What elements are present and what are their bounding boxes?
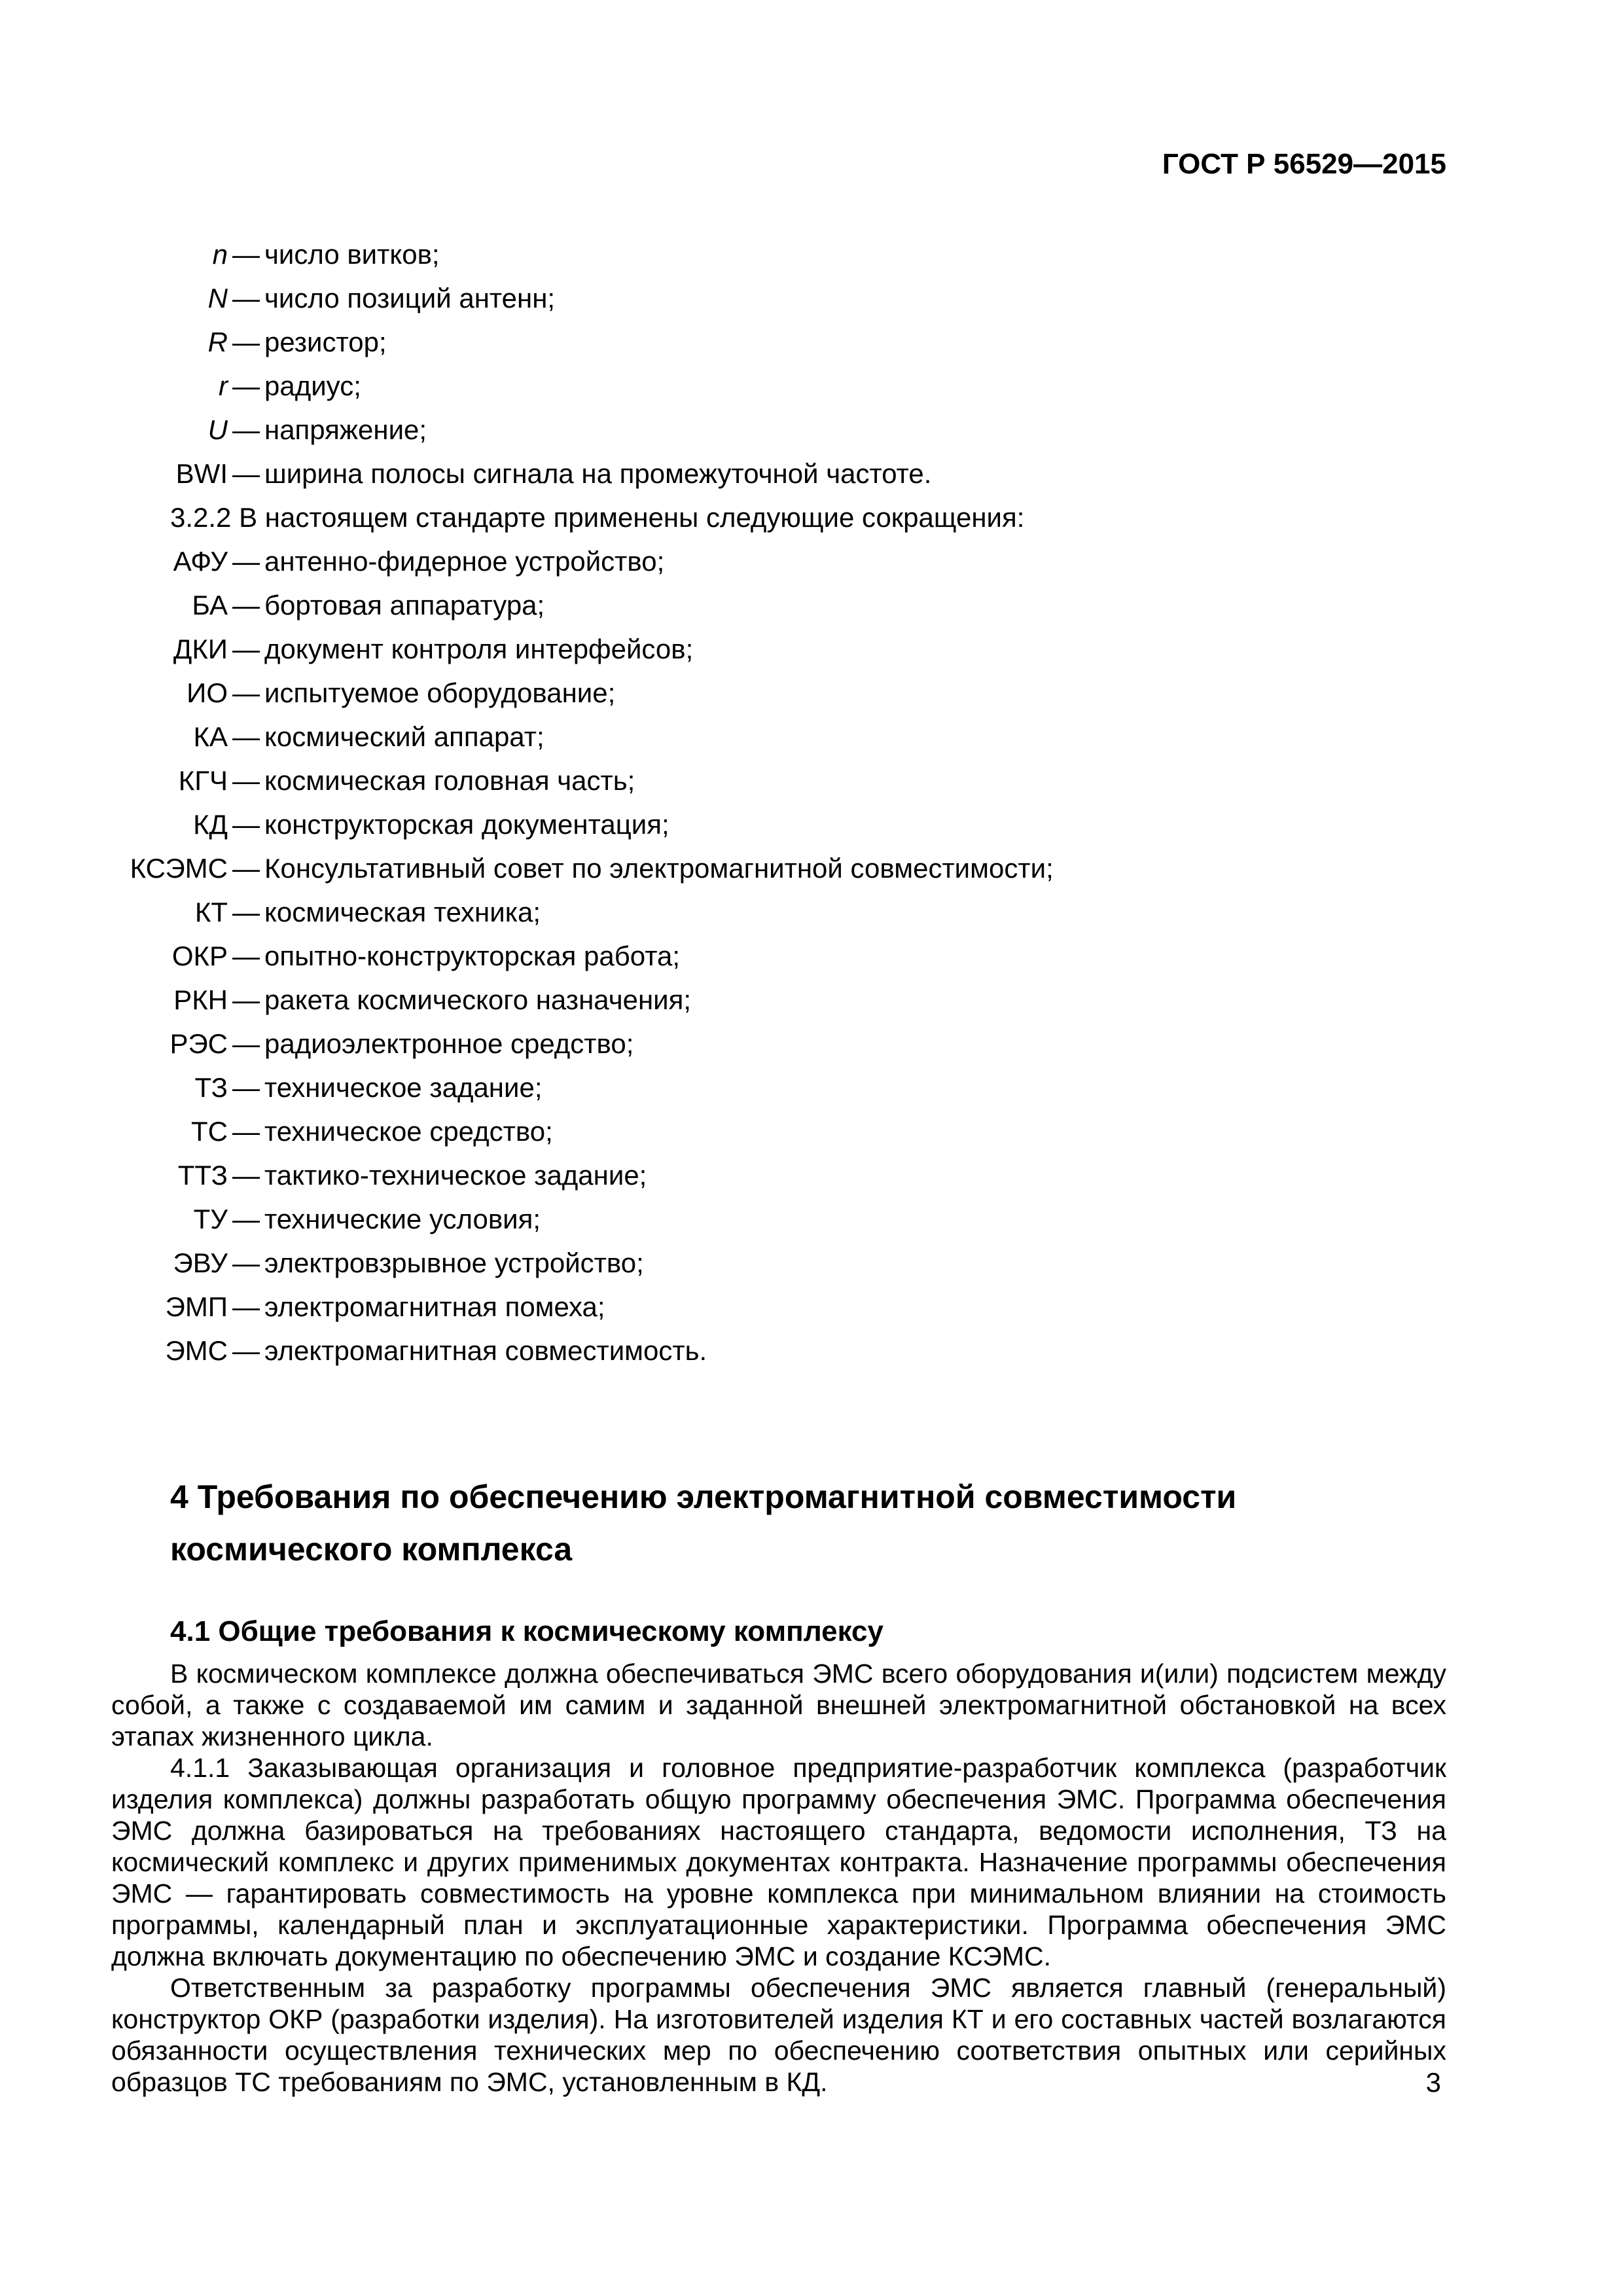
symbol-row	[111, 364, 1446, 408]
em-dash: —	[232, 1247, 260, 1278]
em-dash: —	[232, 1335, 260, 1366]
abbreviation-row	[111, 1109, 1446, 1153]
em-dash: —	[232, 765, 260, 796]
em-dash: —	[232, 414, 260, 445]
abbreviation-row	[111, 890, 1446, 934]
clause-3-2-2: 3.2.2 В настоящем стандарте применены следующие сокращения:	[170, 502, 1025, 533]
abbreviation-row	[111, 1197, 1446, 1241]
abbreviation-definition: космическая техника;	[264, 897, 541, 927]
symbol-definition: радиус;	[264, 370, 361, 401]
abbreviation-row	[111, 583, 1446, 627]
em-dash: —	[232, 458, 260, 489]
em-dash: —	[232, 897, 260, 927]
abbreviation-definition: испытуемое оборудование;	[264, 677, 616, 708]
abbreviation-definition: Консультативный совет по электромагнитной совместимости;	[264, 853, 1054, 884]
em-dash: —	[232, 1028, 260, 1059]
em-dash: —	[232, 1291, 260, 1322]
abbreviation-definition: ракета космического назначения;	[264, 984, 692, 1015]
abbreviation-row	[111, 1285, 1446, 1329]
abbreviation-definition: радиоэлектронное средство;	[264, 1028, 634, 1059]
em-dash: —	[232, 590, 260, 620]
abbreviation-row	[111, 1329, 1446, 1372]
abbreviation-term: КА	[193, 721, 228, 752]
em-dash: —	[232, 327, 260, 357]
abbreviation-term: АФУ	[173, 546, 228, 577]
symbol-term: BWI	[175, 458, 228, 489]
em-dash: —	[232, 984, 260, 1015]
abbreviation-definition: тактико-техническое задание;	[264, 1160, 647, 1191]
symbol-row	[111, 452, 1446, 495]
page-number: 3	[1425, 2067, 1441, 2098]
abbreviation-row	[111, 627, 1446, 671]
abbreviation-term: ТУ	[193, 1204, 228, 1234]
section-4-1-body	[111, 1658, 1446, 2098]
abbreviation-definition: антенно-фидерное устройство;	[264, 546, 665, 577]
abbreviation-row	[111, 846, 1446, 890]
em-dash: —	[232, 283, 260, 314]
symbol-definition: резистор;	[264, 327, 387, 357]
em-dash: —	[232, 634, 260, 664]
symbol-definition: число витков;	[264, 239, 440, 270]
abbreviation-definition: электровзрывное устройство;	[264, 1247, 644, 1278]
abbreviation-term: ЭВУ	[173, 1247, 228, 1278]
symbol-row	[111, 408, 1446, 452]
symbol-definition: число позиций антенн;	[264, 283, 556, 314]
abbreviation-definition: техническое задание;	[264, 1072, 543, 1103]
abbreviation-definition: бортовая аппаратура;	[264, 590, 545, 620]
abbreviation-term: КД	[193, 809, 228, 840]
abbreviation-row	[111, 539, 1446, 583]
abbreviation-term: РЭС	[169, 1028, 228, 1059]
abbreviation-term: КСЭМС	[130, 853, 228, 884]
abbreviation-term: ТЗ	[194, 1072, 228, 1103]
em-dash: —	[232, 546, 260, 577]
abbreviation-row	[111, 978, 1446, 1022]
symbol-row	[111, 232, 1446, 276]
abbreviation-row	[111, 1241, 1446, 1285]
paragraph: Ответственным за разработку программы обеспечения ЭМС является главный (генеральный) конструктор ОКР (разработки изделия). На изготовителей изделия КТ и его составных частей возлагаются обязанности осуществления технических мер по обеспечению соответствия опытных или серийных образцов ТС требованиям по ЭМС, установленным в КД.	[111, 1973, 1446, 2097]
abbreviation-definition: опытно-конструкторская работа;	[264, 941, 680, 971]
abbreviation-definition: техническое средство;	[264, 1116, 553, 1147]
abbreviation-row	[111, 1153, 1446, 1197]
symbol-row	[111, 276, 1446, 320]
symbol-definition: ширина полосы сигнала на промежуточной частоте.	[264, 458, 932, 489]
em-dash: —	[232, 853, 260, 884]
em-dash: —	[232, 370, 260, 401]
abbreviation-definition: космический аппарат;	[264, 721, 544, 752]
em-dash: —	[232, 721, 260, 752]
abbreviation-definition: электромагнитная помеха;	[264, 1291, 605, 1322]
paragraph: 4.1.1 Заказывающая организация и головное предприятие-разработчик комплекса (разработчик изделия комплекса) должны разработать общую программу обеспечения ЭМС. Программа обеспечения ЭМС должна базироваться на требованиях настоящего стандарта, ведомости исполнения, ТЗ на космический комплекс и других применимых документах контракта. Назначение программы обеспечения ЭМС — гарантировать совместимость на уровне комплекса при минимальном влиянии на стоимость программы, календарный план и эксплуатационные характеристики. Программа обеспечения ЭМС должна включать документацию по обеспечению ЭМС и создание КСЭМС.	[111, 1753, 1446, 1971]
subsection-4-1-title: 4.1 Общие требования к космическому комплексу	[170, 1615, 883, 1647]
abbreviation-definition: технические условия;	[264, 1204, 541, 1234]
symbol-term: R	[207, 327, 228, 357]
symbol-term: N	[207, 283, 228, 314]
abbreviation-term: КТ	[194, 897, 228, 927]
abbreviation-row	[111, 934, 1446, 978]
abbreviation-term: ОКР	[171, 941, 228, 971]
em-dash: —	[232, 1072, 260, 1103]
abbreviation-definition: электромагнитная совместимость.	[264, 1335, 707, 1366]
em-dash: —	[232, 809, 260, 840]
abbreviation-definition: документ контроля интерфейсов;	[264, 634, 694, 664]
symbol-term: r	[219, 370, 228, 401]
abbreviation-term: ЭМП	[165, 1291, 228, 1322]
symbol-term: U	[207, 414, 228, 445]
abbreviation-definition: космическая головная часть;	[264, 765, 635, 796]
abbreviation-term: ТТЗ	[177, 1160, 228, 1191]
paragraph: В космическом комплексе должна обеспечиваться ЭМС всего оборудования и(или) подсистем между собой, а также с создаваемой им самим и заданной внешней электромагнитной обстановкой на всех этапах жизненного цикла.	[111, 1659, 1446, 1751]
em-dash: —	[232, 1116, 260, 1147]
abbreviation-term: ТС	[191, 1116, 228, 1147]
em-dash: —	[232, 239, 260, 270]
symbol-term: n	[212, 239, 228, 270]
abbreviation-row	[111, 671, 1446, 715]
abbreviation-term: КГЧ	[178, 765, 228, 796]
symbol-definition: напряжение;	[264, 414, 427, 445]
abbreviation-row	[111, 715, 1446, 759]
em-dash: —	[232, 1204, 260, 1234]
em-dash: —	[232, 677, 260, 708]
abbreviation-row	[111, 1022, 1446, 1066]
em-dash: —	[232, 941, 260, 971]
abbreviation-term: ИО	[187, 677, 228, 708]
abbreviation-term: БА	[192, 590, 228, 620]
abbreviation-row	[111, 802, 1446, 846]
document-code-header: ГОСТ Р 56529—2015	[1162, 148, 1446, 180]
definitions-list	[111, 232, 1446, 1372]
em-dash: —	[232, 1160, 260, 1191]
abbreviation-definition: конструкторская документация;	[264, 809, 669, 840]
abbreviation-row	[111, 759, 1446, 802]
abbreviation-term: ДКИ	[173, 634, 228, 664]
section-4-title: 4 Требования по обеспечению электромагнитной совместимости космического комплекса	[170, 1479, 1237, 1568]
symbol-row	[111, 320, 1446, 364]
abbreviation-row	[111, 1066, 1446, 1109]
abbreviation-term: РКН	[173, 984, 228, 1015]
abbreviation-term: ЭМС	[165, 1335, 228, 1366]
